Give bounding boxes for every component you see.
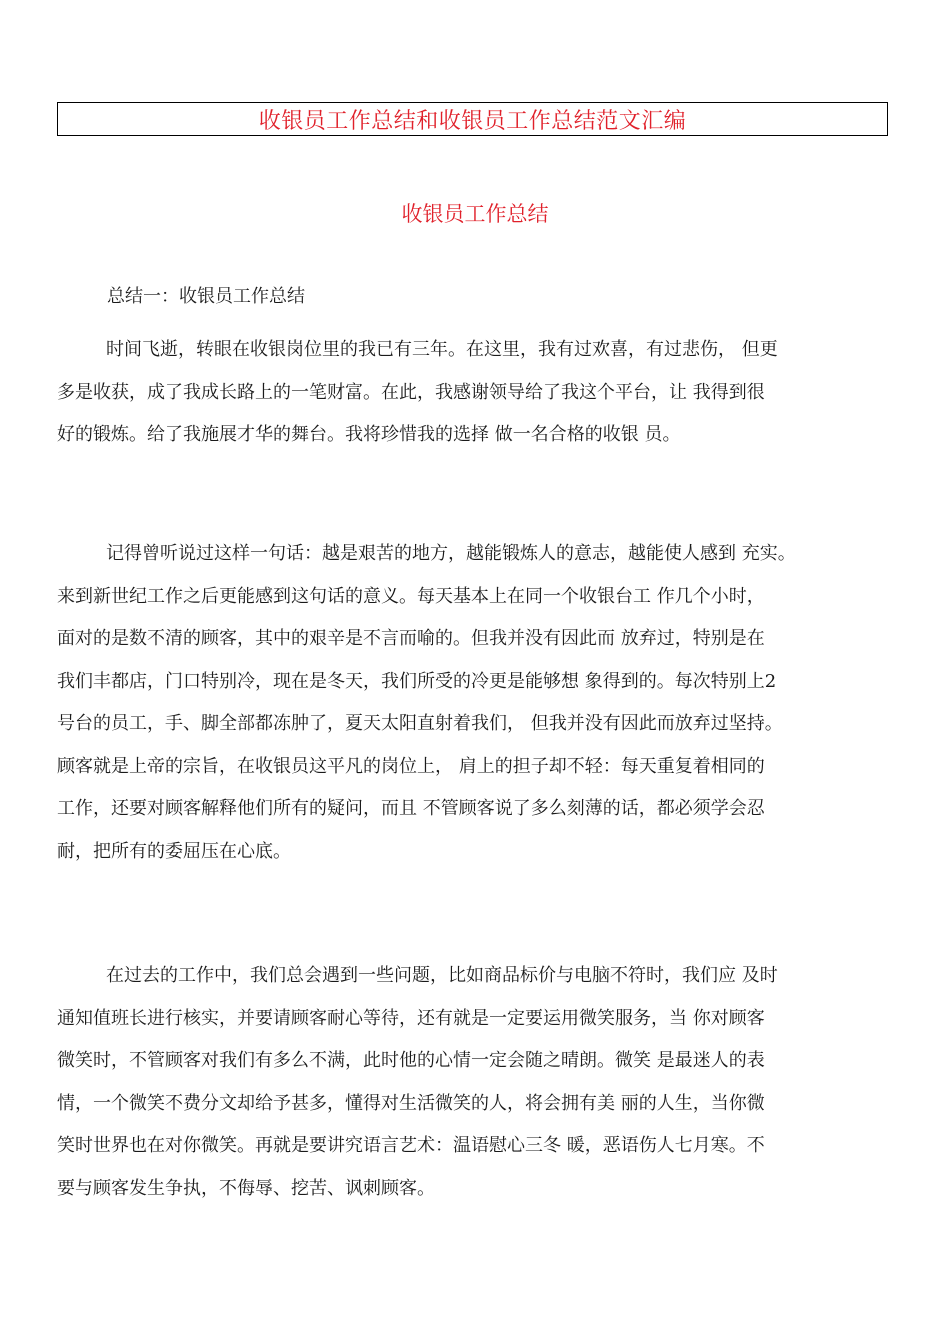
paragraph-line: 要与顾客发生争执，不侮辱、挖苦、讽刺顾客。 xyxy=(57,1177,435,1199)
section-label: 总结一：收银员工作总结 xyxy=(107,286,305,307)
paragraph-3 xyxy=(57,955,903,1210)
paragraph-line: 微笑时，不管顾客对我们有多么不满，此时他的心情一定会随之晴朗。微笑 是最迷人的表 xyxy=(57,1050,765,1071)
main-title: 收银员工作总结和收银员工作总结范文汇编 xyxy=(258,108,687,134)
paragraph-line: 笑时世界也在对你微笑。再就是要讲究语言艺术：温语慰心三冬 暖，恶语伤人七月寒。不 xyxy=(57,1135,765,1156)
paragraph-line: 通知值班长进行核实，并要请顾客耐心等待，还有就是一定要运用微笑服务，当 你对顾客 xyxy=(57,1007,765,1029)
subtitle: 收银员工作总结 xyxy=(401,202,549,226)
paragraph-line: 顾客就是上帝的宗旨，在收银员这平凡的岗位上， 肩上的担子却不轻：每天重复着相同的 xyxy=(57,755,765,777)
paragraph-line: 好的锻炼。给了我施展才华的舞台。我将珍惜我的选择 做一名合格的收银 员。 xyxy=(57,424,681,445)
paragraph-2 xyxy=(57,533,903,873)
paragraph-line: 情，一个微笑不费分文却给予甚多，懂得对生活微笑的人，将会拥有美 丽的人生，当你微 xyxy=(57,1092,765,1114)
paragraph-line: 时间飞逝，转眼在收银岗位里的我已有三年。在这里，我有过欢喜，有过悲伤， 但更 xyxy=(106,339,778,360)
paragraph-line: 来到新世纪工作之后更能感到这句话的意义。每天基本上在同一个收银台工 作几个小时， xyxy=(57,585,765,607)
paragraph-line: 工作，还要对顾客解释他们所有的疑问，而且 不管顾客说了多么刻薄的话，都必须学会忍 xyxy=(57,798,765,819)
paragraph-line: 在过去的工作中，我们总会遇到一些问题，比如商品标价与电脑不符时，我们应 及时 xyxy=(106,965,778,986)
paragraph-line: 记得曾听说过这样一句话：越是艰苦的地方，越能锻炼人的意志，越能使人感到 充实。 xyxy=(106,543,796,564)
paragraph-line: 面对的是数不清的顾客，其中的艰辛是不言而喻的。但我并没有因此而 放弃过，特别是在 xyxy=(57,628,765,649)
paragraph-line: 多是收获，成了我成长路上的一笔财富。在此，我感谢领导给了我这个平台，让 我得到很 xyxy=(57,381,765,403)
title-box xyxy=(57,102,888,136)
paragraph-1 xyxy=(57,329,903,457)
paragraph-line: 我们丰都店，门口特别冷，现在是冬天，我们所受的冷更是能够想 象得到的。每次特别上2 xyxy=(57,670,777,692)
paragraph-line: 号台的员工，手、脚全部都冻肿了，夏天太阳直射着我们， 但我并没有因此而放弃过坚持。 xyxy=(57,713,783,734)
paragraph-line: 耐，把所有的委屈压在心底。 xyxy=(57,840,291,862)
